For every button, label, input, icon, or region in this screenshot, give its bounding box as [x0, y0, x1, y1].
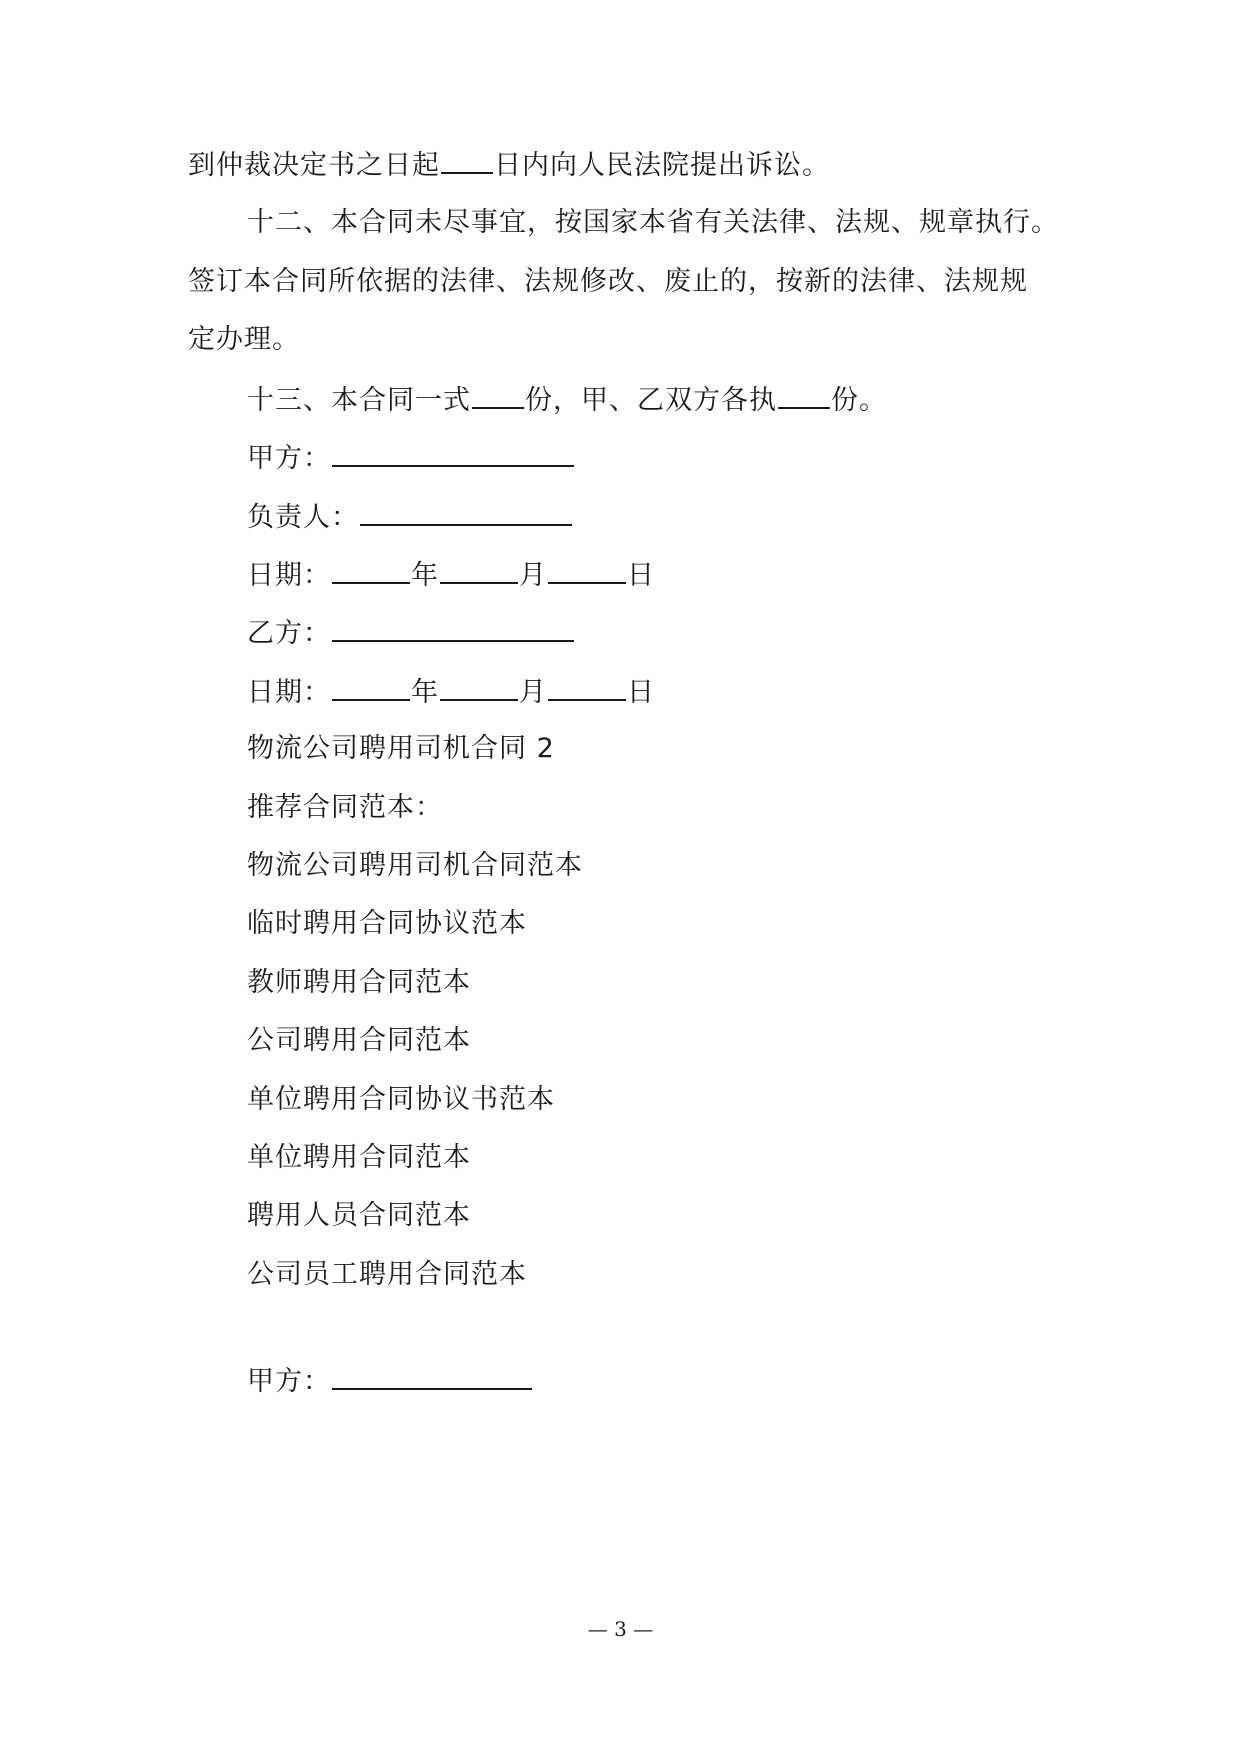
party-a-blank[interactable]: [332, 1362, 532, 1390]
recommend-item[interactable]: 临时聘用合同协议范本: [247, 908, 527, 939]
party-a-label: 甲方：: [247, 1366, 331, 1397]
year-blank[interactable]: [332, 673, 410, 701]
party-b-signature-line: [247, 614, 575, 652]
recommend-item[interactable]: 单位聘用合同协议书范本: [247, 1084, 555, 1115]
month-blank[interactable]: [440, 673, 518, 701]
month-label: 月: [519, 560, 547, 591]
clause-11-text-pre: 到仲裁决定书之日起: [188, 150, 440, 181]
year-blank[interactable]: [332, 556, 410, 584]
clause-13-text-post: 份。: [831, 385, 887, 416]
clause-11-ending: [188, 146, 830, 184]
page-number: — 3 —: [587, 1617, 654, 1641]
clause-12-line-2: 签订本合同所依据的法律、法规修改、废止的，按新的法律、法规规: [188, 266, 1028, 297]
recommend-item[interactable]: 公司聘用合同范本: [247, 1025, 471, 1056]
party-b-blank[interactable]: [332, 614, 574, 642]
party-b-label: 乙方：: [247, 618, 331, 649]
year-label: 年: [411, 560, 439, 591]
clause-11-text-post: 日内向人民法院提出诉讼。: [494, 150, 830, 181]
clause-12-line-1: 十二、本合同未尽事宜，按国家本省有关法律、法规、规章执行。: [247, 207, 1059, 238]
day-blank[interactable]: [548, 556, 626, 584]
party-a-blank[interactable]: [332, 439, 574, 467]
copies-each-blank[interactable]: [778, 381, 830, 409]
day-label: 日: [627, 677, 655, 708]
recommend-item[interactable]: 聘用人员合同范本: [247, 1200, 471, 1231]
principal-label: 负责人：: [247, 502, 359, 533]
year-label: 年: [411, 677, 439, 708]
month-blank[interactable]: [440, 556, 518, 584]
day-label: 日: [627, 560, 655, 591]
party-a-signature-line: [247, 439, 575, 477]
month-label: 月: [519, 677, 547, 708]
clause-13: [247, 381, 887, 419]
clause-13-text-pre: 十三、本合同一式: [247, 385, 471, 416]
date-label: 日期：: [247, 560, 331, 591]
recommend-heading: 推荐合同范本：: [247, 792, 443, 823]
day-blank[interactable]: [548, 673, 626, 701]
date-label: 日期：: [247, 677, 331, 708]
days-blank[interactable]: [441, 146, 493, 174]
party-a-signature-line-2: [247, 1362, 533, 1400]
recommend-item[interactable]: 教师聘用合同范本: [247, 967, 471, 998]
section-2-title: 物流公司聘用司机合同 2: [247, 733, 555, 764]
recommend-item[interactable]: 单位聘用合同范本: [247, 1142, 471, 1173]
date-line-2: [247, 673, 655, 711]
clause-13-text-mid: 份，甲、乙双方各执: [525, 385, 777, 416]
copies-total-blank[interactable]: [472, 381, 524, 409]
recommend-item[interactable]: 物流公司聘用司机合同范本: [247, 850, 583, 881]
principal-signature-line: [247, 498, 573, 536]
clause-12-line-3: 定办理。: [188, 324, 300, 355]
party-a-label: 甲方：: [247, 443, 331, 474]
principal-blank[interactable]: [360, 498, 572, 526]
recommend-item[interactable]: 公司员工聘用合同范本: [247, 1259, 527, 1290]
date-line-1: [247, 556, 655, 594]
